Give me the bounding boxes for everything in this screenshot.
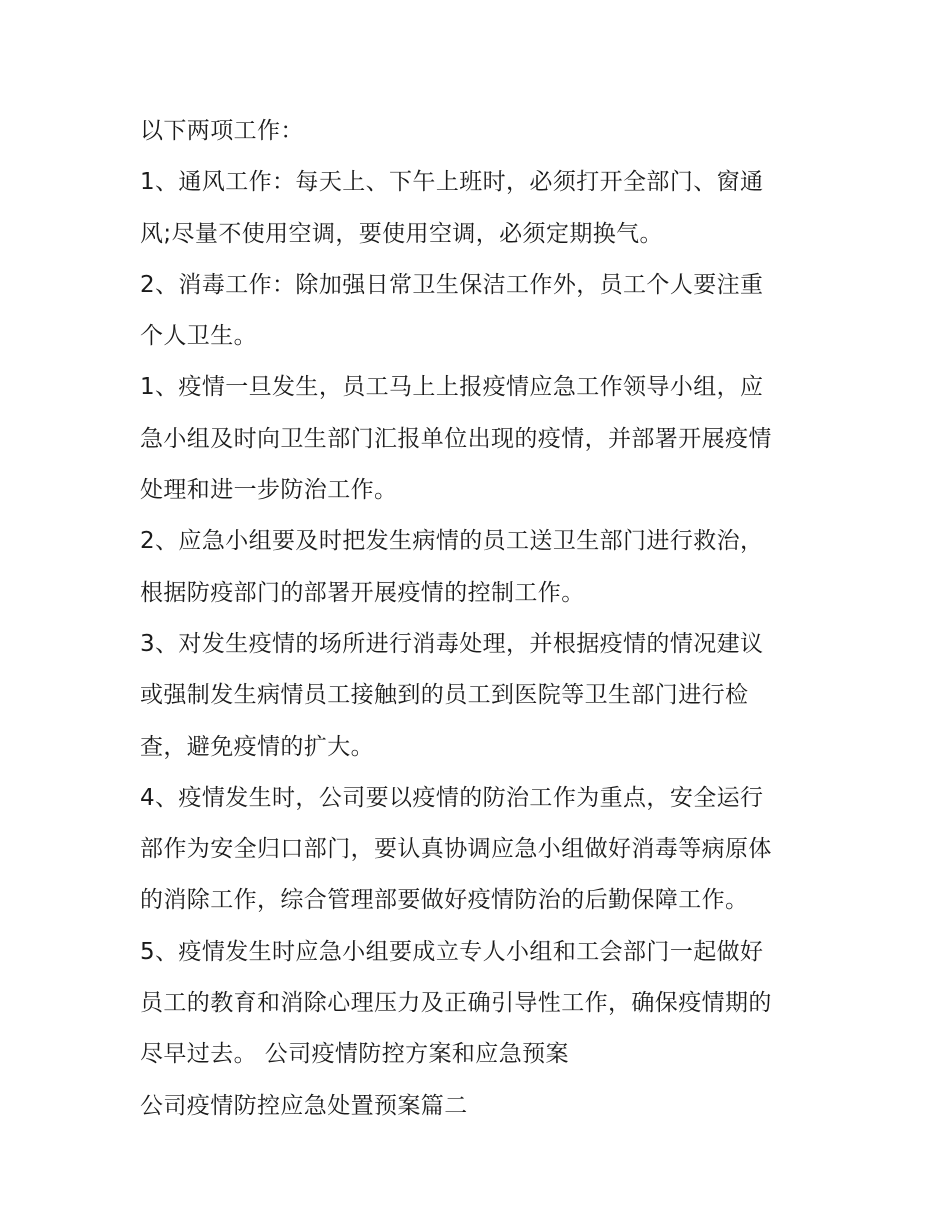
text-line-14: 4、疫情发生时，公司要以疫情的防治工作为重点，安全运行 bbox=[140, 784, 764, 811]
text-line-17: 5、疫情发生时应急小组要成立专人小组和工会部门一起做好 bbox=[140, 938, 764, 965]
text-line-3: 风;尽量不使用空调，要使用空调，必须定期换气。 bbox=[140, 220, 663, 247]
text-line-20: 公司疫情防控应急处置预案篇二 bbox=[140, 1092, 468, 1119]
text-line-6: 1、疫情一旦发生，员工马上上报疫情应急工作领导小组，应 bbox=[140, 374, 764, 401]
text-line-5: 个人卫生。 bbox=[140, 323, 257, 350]
text-line-8: 处理和进一步防治工作。 bbox=[140, 477, 398, 504]
text-line-13: 查，避免疫情的扩大。 bbox=[140, 733, 374, 760]
text-line-19: 尽早过去。 公司疫情防控方案和应急预案 bbox=[140, 1041, 569, 1068]
document-body bbox=[140, 106, 820, 1132]
text-line-15: 部作为安全归口部门，要认真协调应急小组做好消毒等病原体 bbox=[140, 836, 772, 863]
text-line-18: 员工的教育和消除心理压力及正确引导性工作，确保疫情期的 bbox=[140, 990, 772, 1017]
text-line-1: 以下两项工作： bbox=[140, 118, 304, 144]
text-line-12: 或强制发生病情员工接触到的员工到医院等卫生部门进行检 bbox=[140, 682, 749, 709]
text-line-16: 的消除工作，综合管理部要做好疫情防治的后勤保障工作。 bbox=[140, 887, 749, 914]
text-line-4: 2、消毒工作：除加强日常卫生保洁工作外，员工个人要注重 bbox=[140, 271, 764, 298]
text-line-2: 1、通风工作：每天上、下午上班时，必须打开全部门、窗通 bbox=[140, 169, 764, 196]
text-line-7: 急小组及时向卫生部门汇报单位出现的疫情，并部署开展疫情 bbox=[140, 425, 772, 452]
text-line-9: 2、应急小组要及时把发生病情的员工送卫生部门进行救治， bbox=[140, 528, 764, 555]
text-line-10: 根据防疫部门的部署开展疫情的控制工作。 bbox=[140, 579, 585, 606]
text-line-11: 3、对发生疫情的场所进行消毒处理，并根据疫情的情况建议 bbox=[140, 630, 764, 657]
